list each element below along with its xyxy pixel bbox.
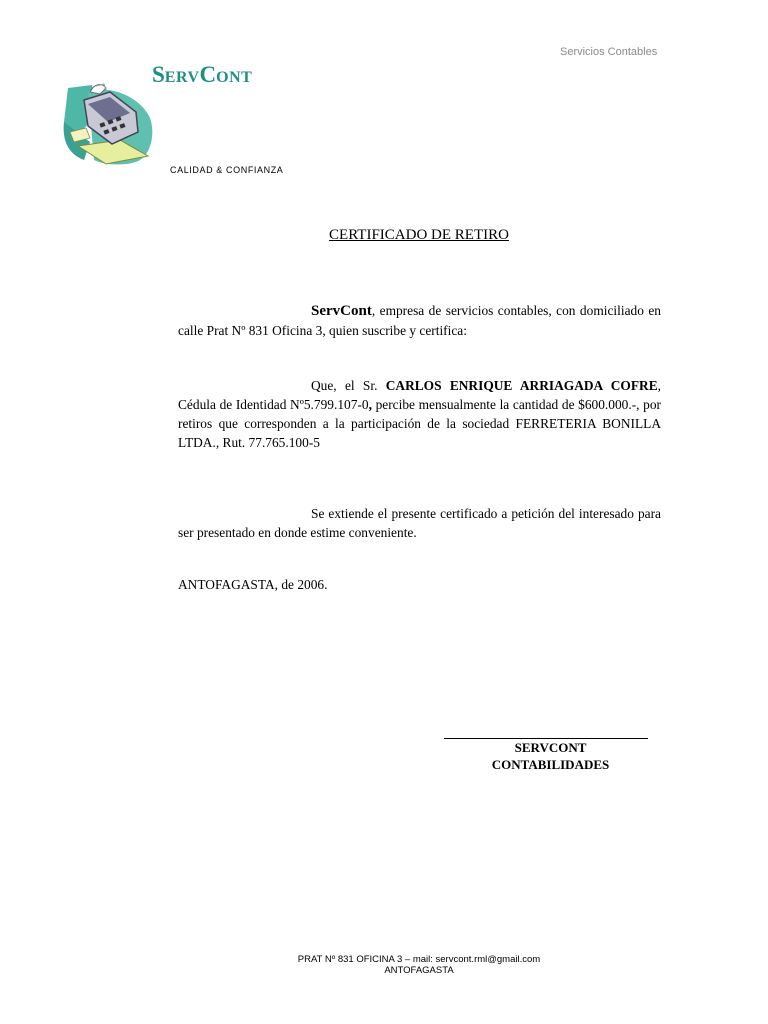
slogan: CALIDAD & CONFIANZA [170,165,284,175]
signature-name: SERVCONT [514,740,587,755]
paragraph-company [178,301,661,340]
footer-address: PRAT Nº 831 OFICINA 3 – mail: servcont.rml@gmail.com [297,954,541,965]
header-tagline: Servicios Contables [560,46,658,58]
document-title: CERTIFICADO DE RETIRO [329,227,509,243]
calculator-logo-icon [60,82,155,167]
company-name: ServCont [311,303,372,319]
brand-letter-c: C [199,62,217,87]
paragraph-certification [178,376,661,452]
paragraph-purpose-text: Se extiende el presente certificado a petición del interesado para ser presentado en donde estime conveniente. [178,506,661,540]
bold-comma: , [368,397,372,412]
id-number-text: , Cédula de Identidad Nº5.799.107-0 [178,378,661,412]
city-date: ANTOFAGASTA, de 2006. [178,577,328,592]
person-name: CARLOS ENRIQUE ARRIAGADA COFRE [385,378,658,393]
brand-letter-s: S [152,62,165,87]
brand-letters-erv: ERV [164,69,200,86]
brand-name [152,62,252,88]
paragraph-purpose [178,504,661,542]
signature-title: CONTABILIDADES [491,757,610,772]
footer-city: ANTOFAGASTA [384,965,454,976]
paragraph-intro: Que, el Sr. [311,378,386,393]
brand-letters-ont: ONT [216,69,253,86]
paragraph-certification-text: percibe mensualmente la cantidad de $600.000.-, por retiros que corresponden a la participación de la sociedad FERRETERIA BONILLA LTDA., Rut. 77.765.100-5 [178,397,661,450]
paragraph-company-text: , empresa de servicios contables, con domiciliado en calle Prat Nº 831 Oficina 3, quien suscribe y certifica: [178,303,661,338]
